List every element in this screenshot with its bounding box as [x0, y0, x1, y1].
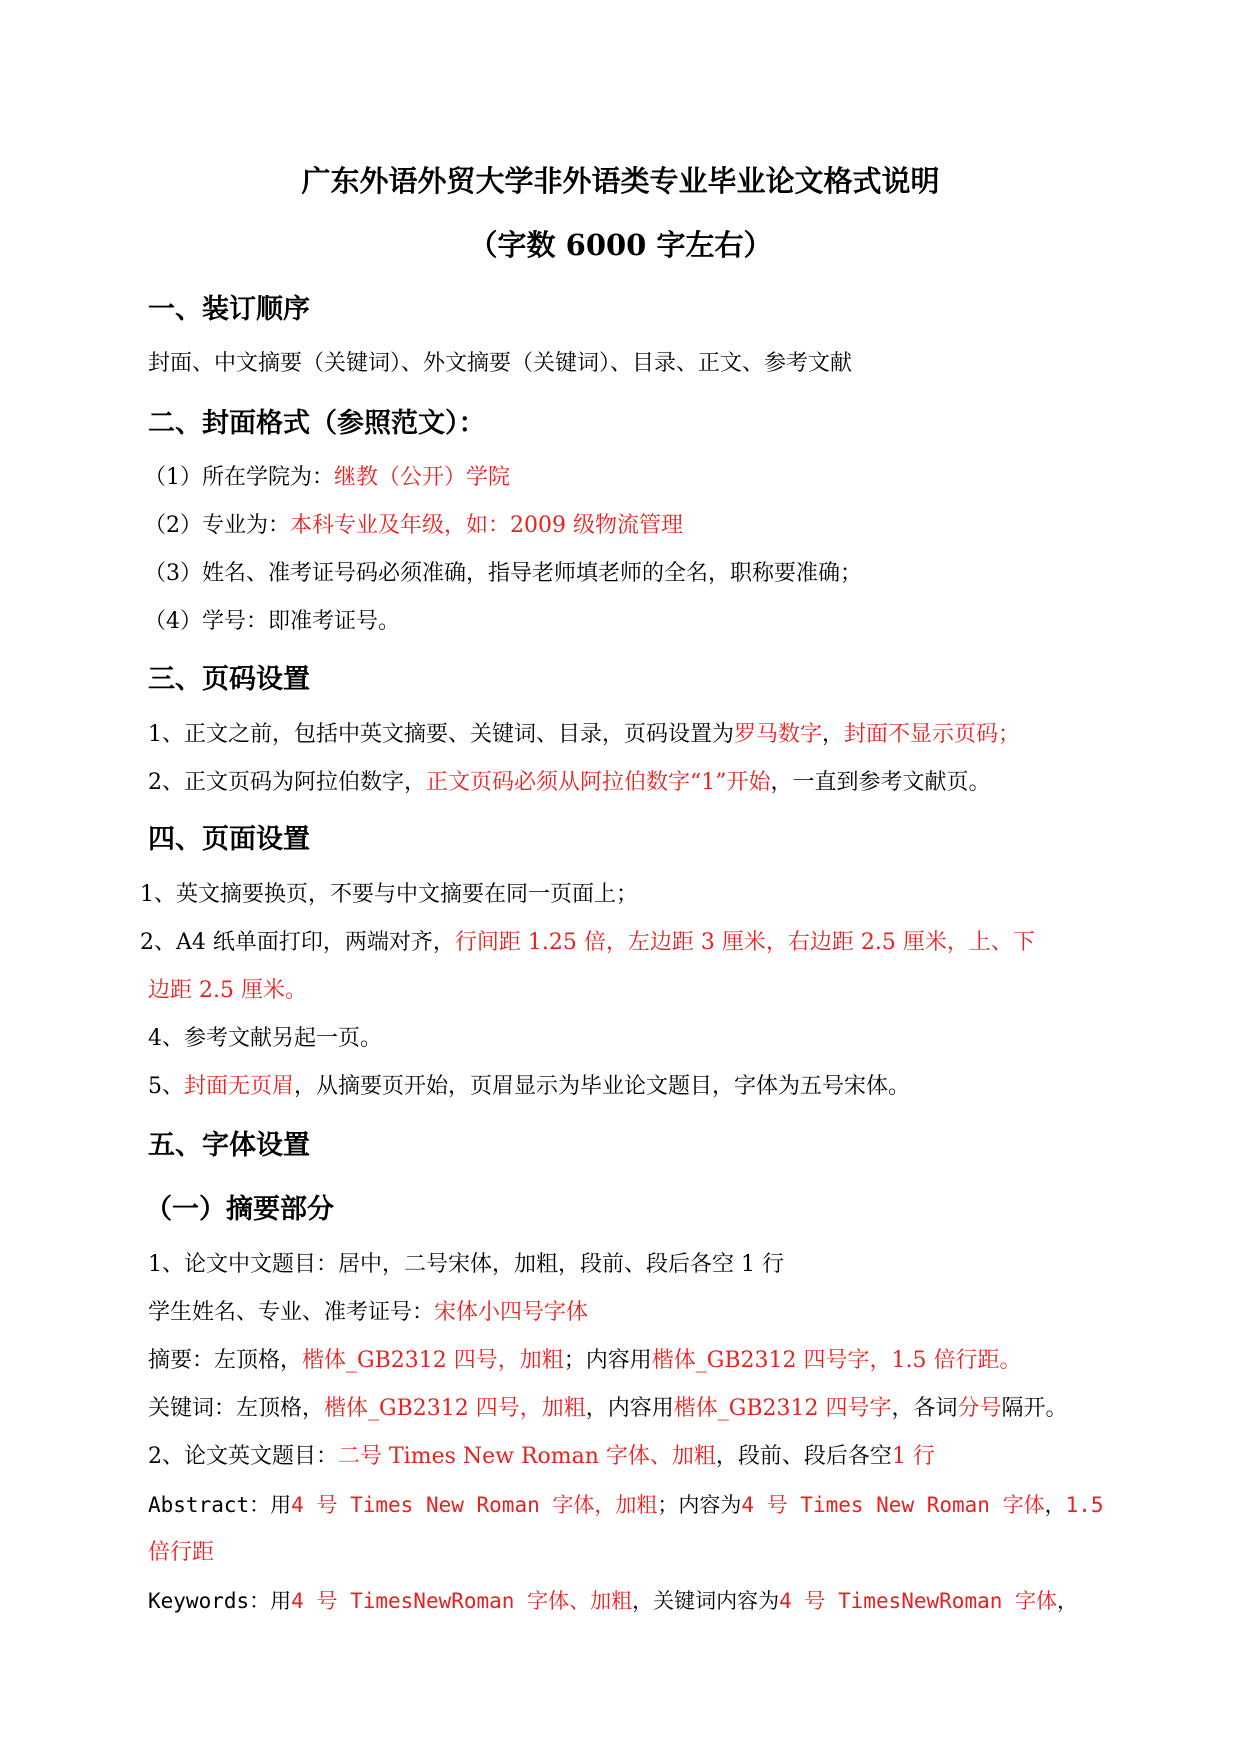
font-rule-abstract-content-font: 楷体_GB2312 四号字，1.5 倍行距。 — [651, 1348, 1022, 1373]
font-rule-keywords-mid: ，内容用 — [585, 1396, 674, 1421]
cover-item-name-text: （3）姓名、准考证号码必须准确，指导老师填老师的全名，职称要准确； — [144, 561, 862, 586]
font-rule-english-title-font: 二号 Times New Roman 字体、加粗 — [338, 1444, 716, 1469]
font-rule-english-title-label: 2、论文英文题目： — [148, 1444, 338, 1469]
page-setup-rule-2 — [140, 928, 1035, 958]
page-number-rule-1-comma: ， — [822, 722, 845, 747]
page-setup-rule-4-text: 4、参考文献另起一页。 — [148, 1026, 382, 1051]
page-number-rule-1-roman: 罗马数字 — [734, 722, 823, 747]
page-number-rule-2 — [148, 768, 991, 798]
cover-item-student-id-text: （4）学号：即准考证号。 — [144, 609, 400, 634]
font-rule-english-keywords-label: Keywords：用 — [148, 1589, 292, 1613]
font-rule-keywords — [148, 1394, 1068, 1424]
font-rule-english-title — [148, 1442, 935, 1472]
page-setup-rule-2-continued: 边距 2.5 厘米。 — [148, 978, 307, 1003]
cover-item-college-value: 继教（公开）学院 — [334, 465, 511, 490]
font-rule-english-keywords-mid: ，关键词内容为 — [632, 1589, 780, 1613]
page-number-rule-1-text: 1、正文之前，包括中英文摘要、关键词、目录，页码设置为 — [148, 722, 734, 747]
binding-order-text: 封面、中文摘要（关键词）、外文摘要（关键词）、目录、正文、参考文献 — [148, 351, 853, 376]
page-number-rule-1 — [148, 720, 1020, 750]
section-heading-page-setup: 四、页面设置 — [148, 824, 310, 855]
cover-item-major — [144, 511, 683, 541]
cover-item-major-label: （2）专业为： — [144, 513, 290, 538]
font-rule-english-abstract-mid: ；内容为 — [657, 1493, 742, 1517]
font-rule-keywords-heading-font: 楷体_GB2312 四号，加粗 — [324, 1396, 586, 1421]
font-rule-keywords-label: 关键词：左顶格， — [148, 1396, 325, 1421]
page-setup-rule-1 — [140, 880, 638, 910]
cover-item-name — [144, 559, 862, 589]
font-rule-english-keywords-comma: ， — [1057, 1589, 1079, 1613]
font-rule-abstract-label: 摘要：左顶格， — [148, 1348, 303, 1373]
font-rule-abstract — [148, 1346, 1021, 1376]
page-number-rule-2-highlight: 正文页码必须从阿拉伯数字“1”开始 — [426, 770, 771, 795]
cover-item-student-id — [144, 607, 400, 637]
font-rule-keywords-end: 隔开。 — [1001, 1396, 1068, 1421]
font-rule-chinese-title — [148, 1250, 784, 1280]
document-title: 广东外语外贸大学非外语类专业毕业论文格式说明 — [301, 164, 940, 198]
font-rule-english-keywords — [148, 1586, 1078, 1616]
font-rule-english-abstract-comma: ， — [1044, 1493, 1066, 1517]
page-setup-rule-1-text: 1、英文摘要换页，不要与中文摘要在同一页面上； — [140, 882, 638, 907]
font-rule-english-abstract-label: Abstract：用 — [148, 1493, 292, 1517]
font-rule-keywords-each: ，各词 — [891, 1396, 958, 1421]
page-setup-rule-2-text: 2、A4 纸单面打印，两端对齐， — [140, 930, 455, 955]
font-rule-english-abstract-continued: 倍行距 — [148, 1540, 215, 1565]
subsection-heading-abstract: （一）摘要部分 — [145, 1194, 334, 1225]
font-rule-english-abstract-spacing: 1.5 — [1065, 1493, 1104, 1517]
font-rule-english-abstract — [148, 1490, 1104, 1520]
page-number-rule-1-cover: 封面不显示页码； — [844, 722, 1021, 747]
font-rule-abstract-mid: ；内容用 — [563, 1348, 652, 1373]
font-rule-keywords-content-font: 楷体_GB2312 四号字 — [673, 1396, 892, 1421]
page-setup-rule-2-margins: 行间距 1.25 倍，左边距 3 厘米，右边距 2.5 厘米，上、下 — [454, 930, 1035, 955]
cover-item-major-value: 本科专业及年级，如：2009 级物流管理 — [290, 513, 683, 538]
font-rule-english-keywords-heading-font: 4 号 TimesNewRoman 字体、加粗 — [291, 1589, 633, 1613]
font-rule-english-abstract-content-font: 4 号 Times New Roman 字体 — [741, 1493, 1045, 1517]
page-number-rule-2-end: ，一直到参考文献页。 — [770, 770, 991, 795]
cover-item-college-label: （1）所在学院为： — [144, 465, 334, 490]
page-setup-rule-5-text: ，从摘要页开始，页眉显示为毕业论文题目，字体为五号宋体。 — [294, 1074, 911, 1099]
font-rule-abstract-heading-font: 楷体_GB2312 四号，加粗 — [302, 1348, 564, 1373]
section-heading-font-settings: 五、字体设置 — [148, 1130, 310, 1161]
font-rule-student-info-value: 宋体小四号字体 — [434, 1300, 589, 1325]
page-setup-rule-4 — [148, 1024, 382, 1054]
section-heading-binding-order: 一、装订顺序 — [148, 294, 310, 325]
font-rule-chinese-title-text: 1、论文中文题目：居中，二号宋体，加粗，段前、段后各空 1 行 — [148, 1252, 784, 1277]
page-setup-rule-5-number: 5、 — [148, 1074, 184, 1099]
section-heading-page-numbers: 三、页码设置 — [148, 664, 310, 695]
font-rule-english-keywords-content-font: 4 号 TimesNewRoman 字体 — [779, 1589, 1058, 1613]
font-rule-student-info — [148, 1298, 588, 1328]
font-rule-english-title-lines: 1 行 — [891, 1444, 935, 1469]
page-setup-rule-5-highlight: 封面无页眉 — [184, 1074, 295, 1099]
document-subtitle: （字数 6000 字左右） — [468, 228, 773, 262]
page-number-rule-2-text: 2、正文页码为阿拉伯数字， — [148, 770, 426, 795]
font-rule-english-abstract-heading-font: 4 号 Times New Roman 字体，加粗 — [291, 1493, 658, 1517]
page-setup-rule-5 — [148, 1072, 910, 1102]
cover-item-college — [144, 463, 510, 493]
section-heading-cover-format: 二、封面格式（参照范文）： — [148, 408, 486, 439]
font-rule-keywords-separator: 分号 — [957, 1396, 1002, 1421]
font-rule-student-info-label: 学生姓名、专业、准考证号： — [148, 1300, 435, 1325]
font-rule-english-title-spacing: ，段前、段后各空 — [715, 1444, 892, 1469]
